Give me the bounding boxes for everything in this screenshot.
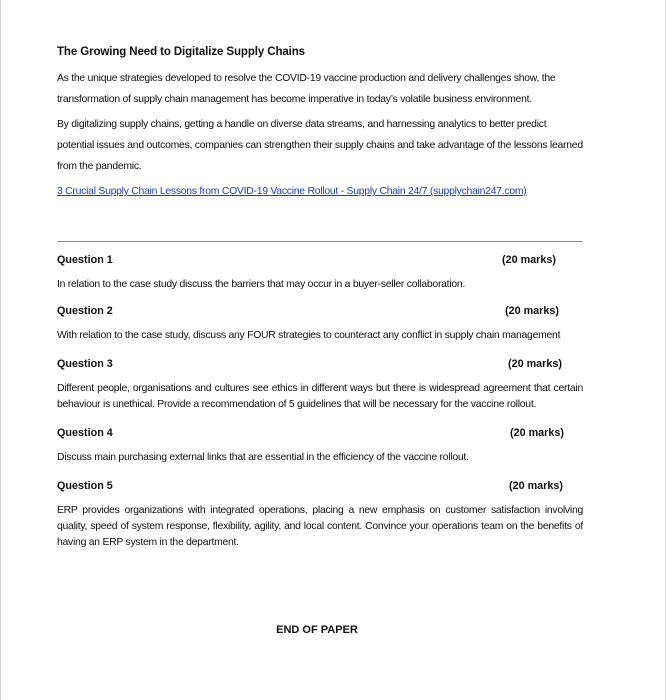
question-5-marks: (20 marks) bbox=[508, 480, 563, 492]
question-1-heading: Question 1 bbox=[57, 254, 113, 266]
intro-paragraph-1: As the unique strategies developed to resolve the COVID-19 vaccine production and delivery challenges show, the transformation of supply chain management has become imperative in today’s volatile business environment. bbox=[57, 73, 556, 105]
question-4-header bbox=[57, 425, 583, 441]
question-4-marks: (20 marks) bbox=[509, 427, 564, 439]
question-3-heading: Question 3 bbox=[57, 358, 113, 370]
question-5 bbox=[57, 478, 583, 551]
question-3-marks: (20 marks) bbox=[507, 358, 562, 370]
intro-paragraph-2: By digitalizing supply chains, getting a handle on diverse data streams, and harnessing analytics to better predict potential issues and outcomes, companies can strengthen their supply chains and take advantage of the lessons learned from the pandemic. bbox=[57, 119, 583, 172]
question-2-header bbox=[57, 303, 583, 319]
question-1-marks: (20 marks) bbox=[501, 254, 556, 266]
intro-section bbox=[57, 46, 583, 199]
questions-section bbox=[57, 252, 583, 551]
end-of-paper: END OF PAPER bbox=[276, 624, 358, 636]
question-1-header bbox=[57, 252, 583, 268]
question-4-heading: Question 4 bbox=[57, 427, 113, 439]
question-2 bbox=[57, 303, 583, 344]
question-1-text: In relation to the case study discuss the barriers that may occur in a buyer-seller collaboration. bbox=[57, 279, 466, 290]
question-5-heading: Question 5 bbox=[57, 480, 113, 492]
question-3-text: Different people, organisations and cultures see ethics in different ways but there is widespread agreement that certain behaviour is unethical. Provide a recommendation of 5 guidelines that will be necessary for the vaccine rollout. bbox=[57, 383, 583, 410]
source-article-link[interactable]: 3 Crucial Supply Chain Lessons from COVID-19 Vaccine Rollout - Supply Chain 24/7 (supplychain247.com) bbox=[57, 186, 527, 197]
question-3 bbox=[57, 356, 583, 413]
section-divider bbox=[57, 241, 583, 242]
question-5-header bbox=[57, 478, 583, 494]
question-2-marks: (20 marks) bbox=[504, 305, 559, 317]
question-4 bbox=[57, 425, 583, 466]
question-4-text: Discuss main purchasing external links that are essential in the efficiency of the vaccine rollout. bbox=[57, 452, 469, 463]
question-2-heading: Question 2 bbox=[57, 305, 113, 317]
question-5-text: ERP provides organizations with integrated operations, placing a new emphasis on customer satisfaction involving quality, speed of system response, flexibility, agility, and local content. Convince your operations team on the benefits of having an ERP system in the department. bbox=[57, 505, 583, 548]
question-2-text: With relation to the case study, discuss any FOUR strategies to counteract any conflict in supply chain management bbox=[57, 330, 561, 341]
question-3-header bbox=[57, 356, 583, 372]
question-1 bbox=[57, 252, 583, 293]
document-title: The Growing Need to Digitalize Supply Chains bbox=[57, 46, 305, 58]
